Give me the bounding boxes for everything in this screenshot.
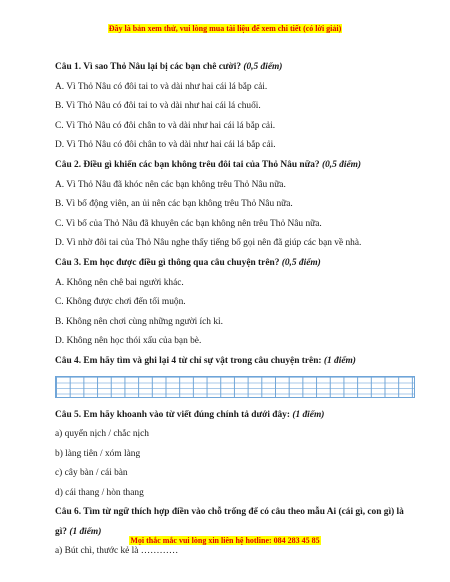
hotline-text: Mọi thắc mắc vui lòng xin liên hệ hotline: 084 283 45 85 xyxy=(130,536,320,545)
question-title xyxy=(55,406,415,426)
answer-option: A. Không nên chê bai người khác. xyxy=(55,277,184,288)
question-4-title: Câu 4. Em hãy tìm và ghi lại 4 từ chỉ sự vật trong câu chuyện trên: xyxy=(55,355,322,366)
answer-option: b) làng tiên / xóm làng xyxy=(55,448,141,459)
answer-option: A. Vì Thỏ Nâu đã khóc nên các bạn không trêu Thỏ Nâu nữa. xyxy=(55,179,286,190)
handwriting-grid[interactable] xyxy=(55,376,415,398)
answer-option: C. Vì Thỏ Nâu có đôi chân to và dài như hai cái lá bắp cải. xyxy=(55,120,276,131)
preview-notice-text: Đây là bản xem thử, vui lòng mua tài liệu để xem chi tiết (có lời giải) xyxy=(108,24,342,33)
answer-option: B. Vì bố động viên, an ủi nên các bạn không trêu Thỏ Nâu nữa. xyxy=(55,199,293,210)
answer-option: c) cây bàn / cái bàn xyxy=(55,468,128,479)
question-title xyxy=(55,58,415,78)
answer-option: A. Vì Thỏ Nâu có đôi tai to và dài như hai cái lá bắp cải. xyxy=(55,81,268,92)
answer-option: a) quyển nịch / chắc nịch xyxy=(55,429,149,440)
question-6-points: (1 điểm) xyxy=(69,526,102,537)
question-title xyxy=(55,352,415,372)
question-1-points: (0,5 điểm) xyxy=(243,62,283,72)
question-5-points: (1 điểm) xyxy=(292,409,325,420)
answer-option: C. Không được chơi đến tối muộn. xyxy=(55,297,186,308)
question-title xyxy=(55,156,415,176)
answer-option: d) cái thang / hòn thang xyxy=(55,487,144,498)
question-3-points: (0,5 điểm) xyxy=(281,257,321,268)
question-2-points: (0,5 điểm) xyxy=(321,159,362,170)
hotline-banner xyxy=(0,536,450,545)
answer-option: a) Bút chì, thước kẻ là ………… xyxy=(55,546,179,557)
answer-option: D. Vì Thỏ Nâu có đôi chân to và dài như hai cái lá bắp cải. xyxy=(55,140,276,151)
question-2-title: Câu 2. Điều gì khiến các bạn không trêu đôi tai của Thỏ Nâu nữa? xyxy=(55,159,320,170)
question-1-title: Câu 1. Vì sao Thỏ Nâu lại bị các bạn chê cười? xyxy=(55,62,242,72)
question-6-title: Câu 6. Tìm từ ngữ thích hợp điền vào chỗ trống để có câu theo mẫu Ai (cái gì, con gì) là gì? xyxy=(55,507,404,537)
question-title xyxy=(55,254,415,274)
answer-option: D. Không nên học thói xấu của bạn bè. xyxy=(55,336,202,347)
question-4-points: (1 điểm) xyxy=(323,355,356,366)
question-5-title: Câu 5. Em hãy khoanh vào từ viết đúng chính tả dưới đây: xyxy=(55,409,290,420)
preview-notice-banner xyxy=(0,24,450,33)
answer-option: C. Vì bố của Thỏ Nâu đã khuyên các bạn không nên trêu Thỏ Nâu nữa. xyxy=(55,218,322,229)
answer-option: B. Vì Thỏ Nâu có đôi tai to và dài như hai cái lá chuối. xyxy=(55,101,261,112)
question-3-title: Câu 3. Em học được điều gì thông qua câu chuyện trên? xyxy=(55,257,280,268)
answer-option: B. Không nên chơi cùng những người ích kỉ. xyxy=(55,316,223,327)
worksheet-content xyxy=(55,58,415,562)
answer-option: D. Vì nhờ đôi tai của Thỏ Nâu nghe thấy tiếng bố gọi nên đã giúp các bạn về nhà. xyxy=(55,238,362,249)
